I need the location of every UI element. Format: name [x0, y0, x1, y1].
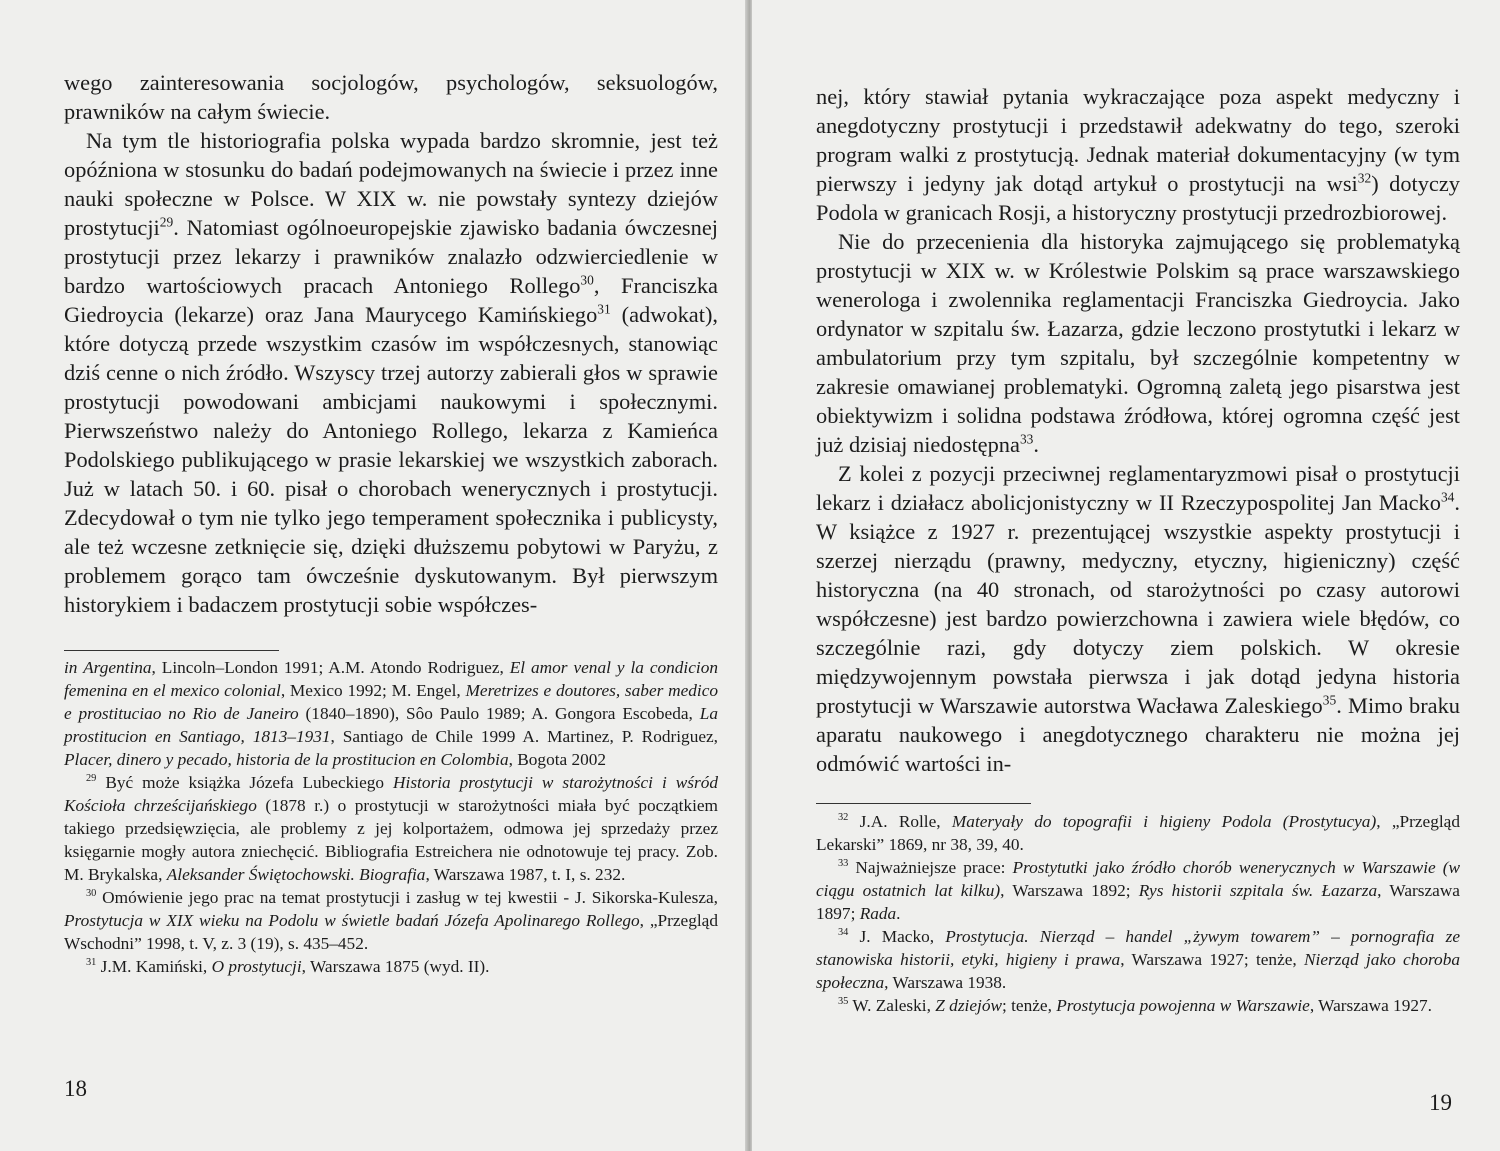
footnote: $^{29}$ Być może książka Józefa Lubeckiego Historia prostytucji w starożytności i wśród Kościoła chrześcijańskiego (1878 r.) o prostytucji w starożytności miała być początkiem takiego przedsięwzięcia, ale problemy z jej kolportażem, odmowa jej sprzedaży przez księgarnie mogły autora zniechęcić. Bibliografia Estreichera nie odnotowuje tej pracy. Zob. M. Brykalska, Aleksander Świętochowski. Biografia, Warszawa 1987, t. I, s. 232. — [64, 773, 718, 884]
footnotes — [64, 656, 718, 978]
footnotes — [816, 810, 1460, 1017]
page-number: 18 — [64, 1076, 87, 1101]
left-page — [0, 0, 748, 1151]
paragraph: Z kolei z pozycji przeciwnej reglamentaryzmowi pisał o prostytucji lekarz i działacz abolicjonistyczny w II Rzeczypospolitej Jan Macko$^{34}$. W książce z 1927 r. prezentującej wszystkie aspekty prostytucji i szerzej nierządu (prawny, medyczny, etyczny, higieniczny) część historyczna (na 40 stronach, od starożytności po czasy autorowi współczesne) jest bardzo powierzchowna i zawiera wiele błędów, co szczególnie razi, gdy dotyczy ziem polskich. W okresie międzywojennym powstała pierwsza i jak dotąd jedyna historia prostytucji w Warszawie autorstwa Wacława Zaleskiego$^{35}$. Mimo braku aparatu naukowego i anegdotycznego charakteru nie można jej odmówić wartości in- — [816, 461, 1461, 776]
main-text — [816, 82, 1460, 778]
footnote: $^{33}$ Najważniejsze prace: Prostytutki jako źródło chorób wenerycznych w Warszawie (w ciągu ostatnich lat kilku), Warszawa 1892; Rys historii szpitala św. Łazarza, Warszawa 1897; Rada. — [816, 858, 1461, 923]
footnote: $^{31}$ J.M. Kamiński, O prostytucji, Warszawa 1875 (wyd. II). — [86, 957, 490, 976]
paragraph: Na tym tle historiografia polska wypada bardzo skromnie, jest też opóźniona w stosunku do badań podejmowanych na świecie i przez inne nauki społeczne w Polsce. W XIX w. nie powstały syntezy dziejów prostytucji$^{29}$. Natomiast ogólnoeuropejskie zjawisko badania ówczesnej prostytucji przez lekarzy i prawników znalazło odzwierciedlenie w bardzo wartościowych pracach Antoniego Rollego$^{30}$, Franciszka Giedroycia (lekarze) oraz Jana Maurycego Kamińskiego$^{31}$ (adwokat), które dotyczą przede wszystkim czasów im współczesnych, stanowiąc dziś cenne o nich źródło. Wszyscy trzej autorzy zabierali głos w sprawie prostytucji powodowani ambicjami naukowymi i społecznymi. Pierwszeństwo należy do Antoniego Rollego, lekarza z Kamieńca Podolskiego publikującego w prasie lekarskiej we wszystkich zaborach. Już w latach 50. i 60. pisał o chorobach wenerycznych i prostytucji. Zdecydował o tym nie tylko jego temperament społecznika i publicysty, ale też wczesne zetknięcie się, dzięki dłuższemu pobytowi w Paryżu, z problemem gorąco tam ówcześnie dyskutowanym. Był pierwszym historykiem i badaczem prostytucji sobie współczes- — [64, 128, 718, 617]
footnote: $^{32}$ J.A. Rolle, Materyały do topografii i higieny Podola (Prostytucya), „Przegląd Lekarski” 1869, nr 38, 39, 40. — [816, 812, 1460, 854]
footnote: $^{30}$ Omówienie jego prac na temat prostytucji i zasług w tej kwestii - J. Sikorska-Kulesza, Prostytucja w XIX wieku na Podolu w świetle badań Józefa Apolinarego Rollego, „Przegląd Wschodni” 1998, t. V, z. 3 (19), s. 435–452. — [64, 888, 718, 953]
paragraph: wego zainteresowania socjologów, psychologów, seksuologów, prawników na całym świecie. — [64, 70, 718, 124]
paragraph: nej, który stawiał pytania wykraczające poza aspekt medyczny i anegdotyczny prostytucji i przedstawił adekwatny do tego, szeroki program walki z prostytucją. Jednak materiał dokumentacyjny (w tym pierwszy i jedyny jak dotąd artykuł o prostytucji na wsi$^{32}$) dotyczy Podola w granicach Rosji, a historyczny prostytucji przedrozbiorowej. — [816, 84, 1461, 225]
footnote: $^{34}$ J. Macko, Prostytucja. Nierząd – handel „żywym towarem” – pornografia ze stanowiska historii, etyki, higieny i prawa, Warszawa 1927; tenże, Nierząd jako choroba społeczna, Warszawa 1938. — [816, 927, 1460, 992]
right-page — [752, 0, 1500, 1151]
paragraph: Nie do przecenienia dla historyka zajmującego się problematyką prostytucji w XIX w. w Królestwie Polskim są prace warszawskiego wenerologa i zwolennika reglamentacji Franciszka Giedroycia. Jako ordynator w szpitalu św. Łazarza, gdzie leczono prostytutki i lekarz w ambulatorium przy tym szpitalu, był szczególnie kompetentny w zakresie omawianej problematyki. Ogromną zaletą jego pisarstwa jest obiektywizm i solidna podstawa źródłowa, której ogromna część jest już dzisiaj niedostępna$^{33}$. — [816, 229, 1460, 457]
footnote-rule — [64, 650, 279, 651]
main-text — [64, 68, 718, 619]
page-number: 19 — [1429, 1090, 1452, 1115]
footnote: $^{35}$ W. Zaleski, Z dziejów; tenże, Prostytucja powojenna w Warszawie, Warszawa 1927. — [838, 996, 1432, 1015]
footnote: in Argentina, Lincoln–London 1991; A.M. Atondo Rodriguez, El amor venal y la condicion femenina en el mexico colonial, Mexico 1992; M. Engel, Meretrizes e doutores, saber medico e prostituciao no Rio de Janeiro (1840–1890), Sôo Paulo 1989; A. Gongora Escobeda, La prostitucion en Santiago, 1813–1931, Santiago de Chile 1999 A. Martinez, P. Rodriguez, Placer, dinero y pecado, historia de la prostitucion en Colombia, Bogota 2002 — [64, 658, 719, 769]
footnote-rule — [816, 803, 1031, 804]
